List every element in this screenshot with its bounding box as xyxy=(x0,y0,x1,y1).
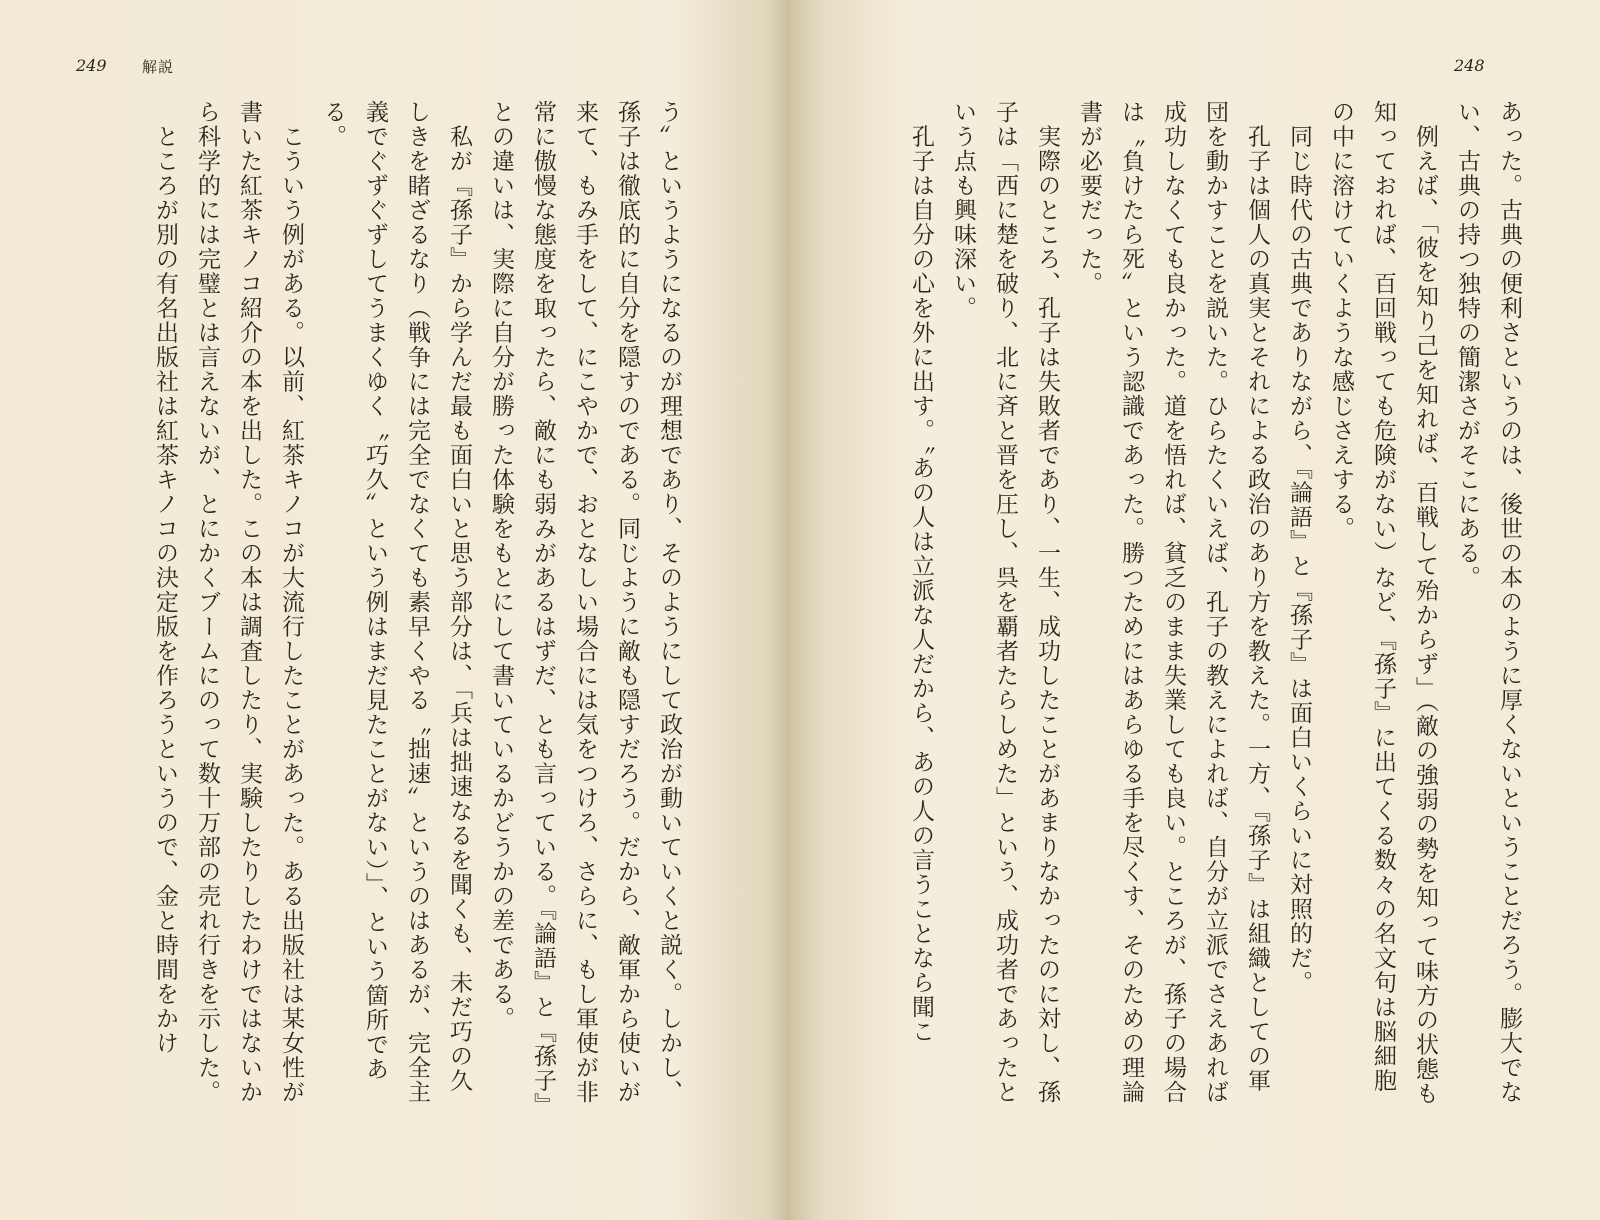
right-page xyxy=(790,0,1600,1220)
right-page-body xyxy=(870,100,1530,1110)
paragraph: 同じ時代の古典でありながら、『論語』と『孫子』は面白いくらいに対照的だ。 xyxy=(1286,100,1312,995)
paragraph: あった。古典の便利さというのは、後世の本のように厚くないということだろう。膨大でない、古典の持つ独特の簡潔さがそこにある。 xyxy=(1454,100,1522,1105)
paragraph: 孔子は自分の心を外に出す。〝あの人は立派な人だから、あの人の言うことなら聞こ xyxy=(908,100,934,1044)
paragraph: ところが別の有名出版社は紅茶キノコの決定版を作ろうというので、金と時間をかけ xyxy=(152,100,178,1056)
paragraph: 例えば、「彼を知り己を知れば、百戦して殆からず」（敵の強弱の勢を知って味方の状態も知っておれば、百回戦っても危険がない）など、『孫子』に出てくる数々の名文句は脳細胞の中に溶けていくような感じさえする。 xyxy=(1328,100,1438,1106)
page-number-right: 248 xyxy=(1454,56,1485,75)
paragraph: 孔子は個人の真実とそれによる政治のあり方を教えた。一方、『孫子』は組織としての軍団を動かすことを説いた。ひらたくいえば、孔子の教えによれば、自分が立派でさえあれば成功しなくても良かった。道を悟れば、貧乏のまま失業しても良い。ところが、孫子の場合は〝負けたら死〟という認識であった。勝つためにはあらゆる手を尽くす、そのための理論書が必要だった。 xyxy=(1076,100,1270,1105)
paragraph: 実際のところ、孔子は失敗者であり、一生、成功したことがあまりなかったのに対し、孫子は「西に楚を破り、北に斉と晋を圧し、呉を覇者たらしめた」という、成功者であったという点も興味深い。 xyxy=(950,100,1060,1105)
paragraph: 私が『孫子』から学んだ最も面白いと思う部分は、「兵は拙速なるを聞くも、未だ巧の久しきを睹ざるなり（戦争には完全でなくても素早くやる〝拙速〟というのはあるが、完全主義でぐずぐずしてうまくゆく〝巧久〟という例はまだ見たことがない）」、という箇所である。 xyxy=(320,100,472,1105)
paragraph: こういう例がある。以前、紅茶キノコが大流行したことがあった。ある出版社は某女性が書いた紅茶キノコ紹介の本を出した。この本は調査したり、実験したりしたわけではないから科学的には完璧とは言えないが、とにかくブームにのって数十万部の売れ行きを示した。 xyxy=(194,100,304,1105)
left-page-body xyxy=(40,100,690,1110)
running-head: 解説 xyxy=(142,58,175,76)
page-number-left: 249 xyxy=(76,56,107,75)
left-page xyxy=(0,0,790,1220)
paragraph: う〟というようになるのが理想であり、そのようにして政治が動いていくと説く。しかし、孫子は徹底的に自分を隠すのである。同じように敵も隠すだろう。だから、敵軍から使いが来て、もみ手をして、にこやかで、おとなしい場合には気をつけろ、さらに、もし軍使が非常に傲慢な態度を取ったら、敵にも弱みがあるはずだ、とも言っている。『論語』と『孫子』との違いは、実際に自分が勝った体験をもとにして書いているかどうかの差である。 xyxy=(488,100,682,1106)
